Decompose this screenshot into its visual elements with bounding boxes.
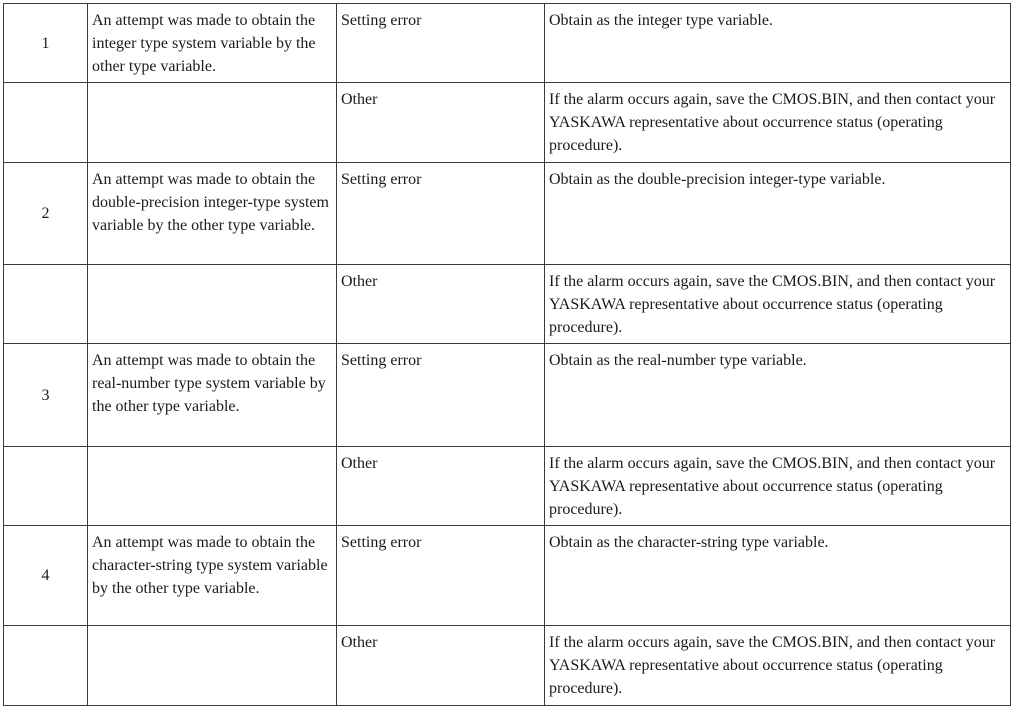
remedy-cell: If the alarm occurs again, save the CMOS.BIN, and then contact your YASKAWA representative about occurrence status (operating procedure). [545,626,1011,706]
table-row [4,626,1011,706]
alarm-description: An attempt was made to obtain the character-string type system variable by the other type variable. [88,526,337,626]
alarm-subcode: 1 [4,4,88,83]
cause-cell: Other [337,447,545,526]
table-row [4,4,1011,83]
alarm-subcode: 2 [4,163,88,265]
remedy-cell: If the alarm occurs again, save the CMOS.BIN, and then contact your YASKAWA representative about occurrence status (operating procedure). [545,447,1011,526]
alarm-table [3,3,1011,706]
cause-cell: Other [337,626,545,706]
alarm-subcode: 4 [4,526,88,626]
table-row [4,163,1011,265]
empty-cell [88,447,337,526]
table-row [4,265,1011,344]
alarm-description: An attempt was made to obtain the integer type system variable by the other type variable. [88,4,337,83]
empty-cell [88,265,337,344]
table-row [4,447,1011,526]
remedy-cell: Obtain as the real-number type variable. [545,344,1011,447]
cause-cell: Other [337,265,545,344]
empty-cell [4,83,88,163]
remedy-cell: If the alarm occurs again, save the CMOS.BIN, and then contact your YASKAWA representative about occurrence status (operating procedure). [545,83,1011,163]
cause-cell: Other [337,83,545,163]
empty-cell [4,447,88,526]
cause-cell: Setting error [337,163,545,265]
cause-cell: Setting error [337,344,545,447]
empty-cell [4,626,88,706]
remedy-cell: Obtain as the integer type variable. [545,4,1011,83]
alarm-description: An attempt was made to obtain the double-precision integer-type system variable by the other type variable. [88,163,337,265]
alarm-subcode: 3 [4,344,88,447]
table-row [4,344,1011,447]
cause-cell: Setting error [337,4,545,83]
empty-cell [88,626,337,706]
remedy-cell: Obtain as the character-string type variable. [545,526,1011,626]
table-row [4,526,1011,626]
empty-cell [4,265,88,344]
remedy-cell: Obtain as the double-precision integer-type variable. [545,163,1011,265]
cause-cell: Setting error [337,526,545,626]
alarm-description: An attempt was made to obtain the real-number type system variable by the other type variable. [88,344,337,447]
empty-cell [88,83,337,163]
table-row [4,83,1011,163]
remedy-cell: If the alarm occurs again, save the CMOS.BIN, and then contact your YASKAWA representative about occurrence status (operating procedure). [545,265,1011,344]
